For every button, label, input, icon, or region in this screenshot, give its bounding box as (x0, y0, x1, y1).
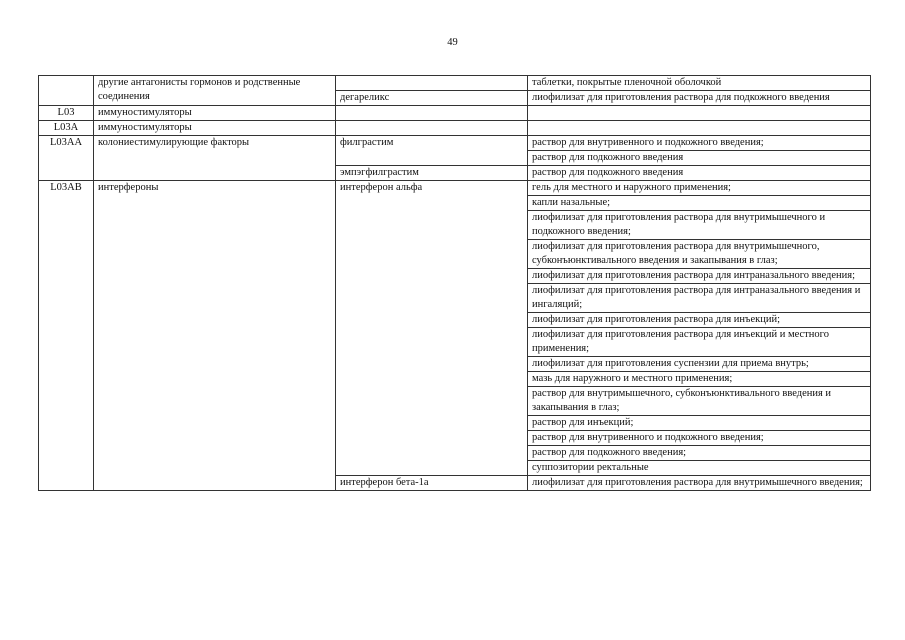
table-row (39, 76, 871, 91)
form-cell: раствор для внутривенного и подкожного введения; (528, 136, 871, 151)
page-number: 49 (447, 37, 458, 48)
group-cell: иммуностимуляторы (94, 106, 336, 121)
form-cell: суппозитории ректальные (528, 461, 871, 476)
form-cell: лиофилизат для приготовления раствора для внутримышечного и подкожного введения; (528, 211, 871, 240)
form-cell: лиофилизат для приготовления суспензии для приема внутрь; (528, 357, 871, 372)
form-cell: капли назальные; (528, 196, 871, 211)
form-cell: лиофилизат для приготовления раствора для внутримышечного введения; (528, 476, 871, 491)
form-cell: лиофилизат для приготовления раствора для интраназального введения и ингаляций; (528, 284, 871, 313)
drug-cell (336, 76, 528, 91)
group-cell: колониестимулирующие факторы (94, 136, 336, 181)
atc-code-cell: L03AA (39, 136, 94, 181)
group-cell: другие антагонисты гормонов и родственные соединения (94, 76, 336, 106)
form-cell: раствор для инъекций; (528, 416, 871, 431)
table-row (39, 181, 871, 196)
form-cell: таблетки, покрытые пленочной оболочкой (528, 76, 871, 91)
atc-code-cell: L03AB (39, 181, 94, 491)
form-cell: раствор для подкожного введения; (528, 446, 871, 461)
drug-cell: дегареликс (336, 91, 528, 106)
form-cell (528, 121, 871, 136)
form-cell: раствор для подкожного введения (528, 166, 871, 181)
form-cell: лиофилизат для приготовления раствора для инъекций и местного применения; (528, 328, 871, 357)
form-cell: лиофилизат для приготовления раствора для инъекций; (528, 313, 871, 328)
atc-code-cell (39, 76, 94, 106)
form-cell: мазь для наружного и местного применения; (528, 372, 871, 387)
table-row (39, 106, 871, 121)
form-cell: лиофилизат для приготовления раствора для подкожного введения (528, 91, 871, 106)
group-cell: иммуностимуляторы (94, 121, 336, 136)
table-row (39, 121, 871, 136)
form-cell: лиофилизат для приготовления раствора для внутримышечного, субконъюнктивального введения и закапывания в глаз; (528, 240, 871, 269)
drug-table (38, 75, 871, 491)
drug-cell: интерферон бета-1a (336, 476, 528, 491)
form-cell: гель для местного и наружного применения; (528, 181, 871, 196)
drug-cell: эмпэгфилграстим (336, 166, 528, 181)
drug-cell (336, 106, 528, 121)
drug-cell: филграстим (336, 136, 528, 166)
drug-cell (336, 121, 528, 136)
drug-cell: интерферон альфа (336, 181, 528, 476)
table-row (39, 136, 871, 151)
form-cell: лиофилизат для приготовления раствора для интраназального введения; (528, 269, 871, 284)
atc-code-cell: L03A (39, 121, 94, 136)
form-cell: раствор для подкожного введения (528, 151, 871, 166)
form-cell: раствор для внутривенного и подкожного введения; (528, 431, 871, 446)
atc-code-cell: L03 (39, 106, 94, 121)
form-cell: раствор для внутримышечного, субконъюнктивального введения и закапывания в глаз; (528, 387, 871, 416)
form-cell (528, 106, 871, 121)
group-cell: интерфероны (94, 181, 336, 491)
